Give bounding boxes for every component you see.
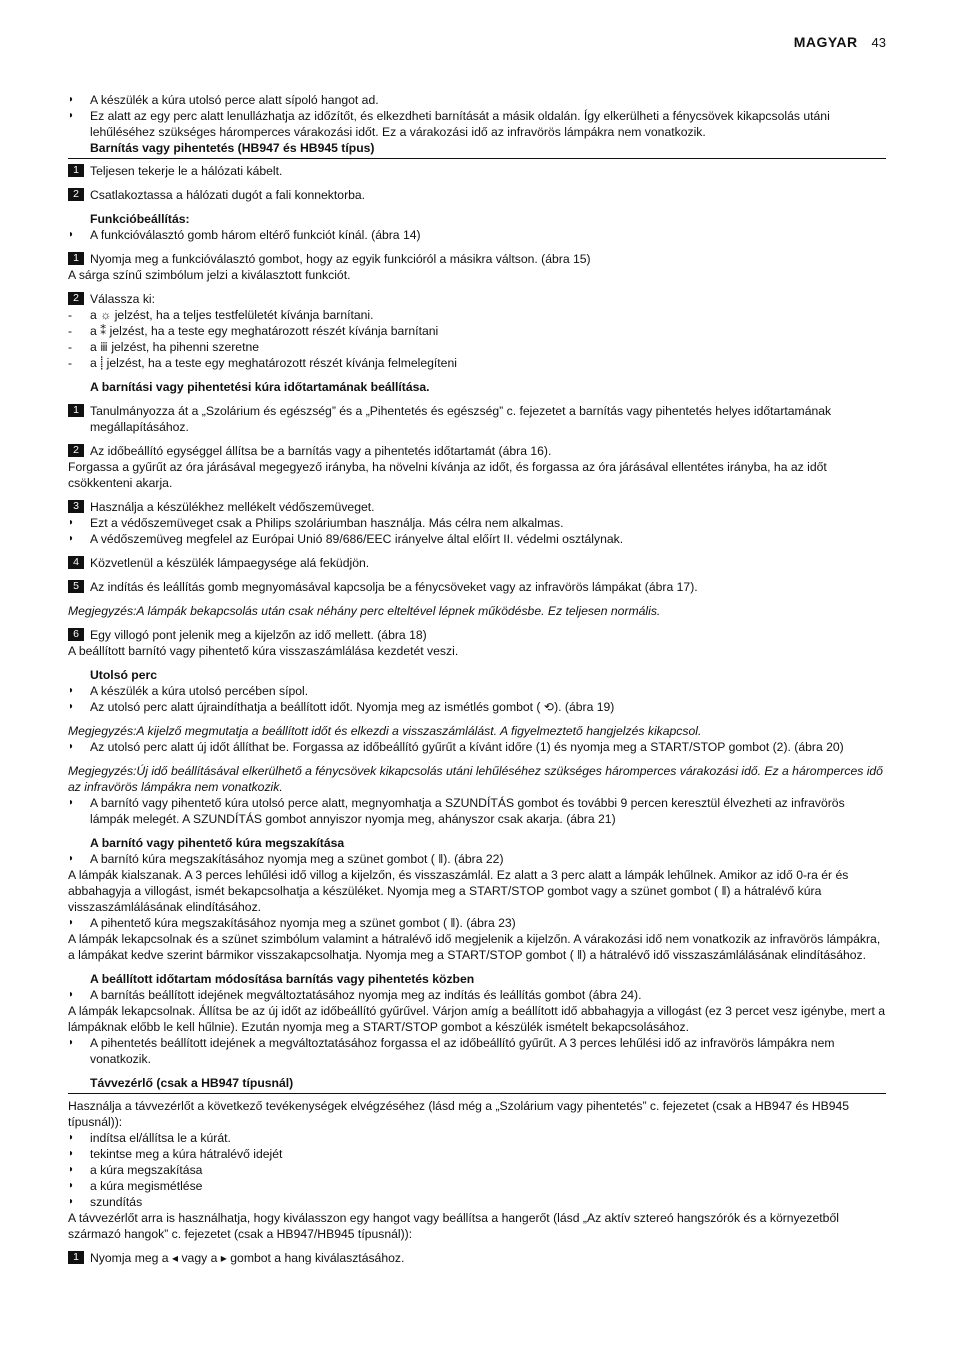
section-heading: A beállított időtartam módosítása barnítás vagy pihentetés közben bbox=[90, 972, 475, 986]
section-heading: A barnító vagy pihentető kúra megszakítása bbox=[90, 836, 345, 850]
spacer bbox=[68, 571, 886, 579]
step-number-badge: 1 bbox=[68, 1251, 84, 1264]
numbered-step bbox=[68, 403, 886, 435]
section-heading: A barnítási vagy pihentetési kúra időtartamának beállítása. bbox=[90, 380, 430, 394]
bullet-item: ◗ Az utolsó perc alatt új időt állíthat be. Forgassa az időbeállító gyűrűt a kívánt időre (1) és nyomja meg a START/STOP gombot (2). (ábra 20) bbox=[68, 739, 886, 755]
spacer bbox=[68, 755, 886, 763]
spacer bbox=[68, 243, 886, 251]
section-heading: Funkcióbeállítás: bbox=[90, 212, 190, 226]
spacer bbox=[68, 715, 886, 723]
section-heading: Barnítás vagy pihentetés (HB947 és HB945 típus) bbox=[68, 140, 886, 159]
step-number-badge: 3 bbox=[68, 500, 84, 513]
step-number-badge: 1 bbox=[68, 164, 84, 177]
spacer bbox=[68, 659, 886, 667]
numbered-step bbox=[68, 187, 886, 203]
bullet-item: ◗ A barnító kúra megszakításához nyomja meg a szünet gombot ( ǁ). (ábra 22) bbox=[68, 851, 886, 867]
numbered-step bbox=[68, 627, 886, 643]
numbered-step bbox=[68, 1250, 886, 1266]
bullet-item: ◗ a kúra megszakítása bbox=[68, 1162, 886, 1178]
body-text: A távvezérlőt arra is használhatja, hogy kiválasszon egy hangot vagy beállítsa a hangerőt (lásd „Az aktív sztereó hangszórók és a környezetből származó hangok” c. fejezetet (csak a HB947/HB945 típusnál)): bbox=[68, 1211, 839, 1241]
step-number-badge: 2 bbox=[68, 188, 84, 201]
step-number-badge: 5 bbox=[68, 580, 84, 593]
spacer bbox=[68, 1242, 886, 1250]
page-header bbox=[794, 34, 886, 50]
spacer bbox=[68, 283, 886, 291]
numbered-step bbox=[68, 291, 886, 307]
bullet-item: ◗ a kúra megismétlése bbox=[68, 1178, 886, 1194]
spacer bbox=[68, 547, 886, 555]
step-number-badge: 4 bbox=[68, 556, 84, 569]
bullet-item: ◗ szundítás bbox=[68, 1194, 886, 1210]
numbered-step bbox=[68, 555, 886, 571]
spacer bbox=[68, 1067, 886, 1075]
step-text: Az indítás és leállítás gomb megnyomásával kapcsolja be a fénycsöveket vagy az infravörös lámpákat (ábra 17). bbox=[90, 580, 698, 594]
note-text: Megjegyzés:A kijelző megmutatja a beállított időt és elkezdi a visszaszámlálást. A figyelmeztető hangjelzés kikapcsol. bbox=[68, 724, 702, 738]
body-text: A lámpák kialszanak. A 3 perces lehűlési idő villog a kijelzőn, és visszaszámlál. Ez alatt a 3 perc alatt a lámpák lehűlnek. Amikor az idő 0-ra ér és abbahagyja a villogást, ismét bekapcsolhatja a készüléket. Nyomja meg a START/STOP gombot vagy a szünet gombot ( ǁ) a hátralévő kúra visszaszámlálásának elindításához. bbox=[68, 868, 849, 914]
spacer bbox=[68, 435, 886, 443]
numbered-step bbox=[68, 251, 886, 267]
note-text: Megjegyzés:A lámpák bekapcsolás után csak néhány perc elteltével lépnek működésbe. Ez teljesen normális. bbox=[68, 604, 661, 618]
step-number-badge: 2 bbox=[68, 444, 84, 457]
step-number-badge: 1 bbox=[68, 404, 84, 417]
bullet-item: ◗ A védőszemüveg megfelel az Európai Unió 89/686/EEC irányelve által előírt II. védelmi osztálynak. bbox=[68, 531, 886, 547]
step-text: Válassza ki: bbox=[90, 292, 156, 306]
page-number: 43 bbox=[871, 35, 886, 50]
dash-item: - a ⁑ jelzést, ha a teste egy meghatározott részét kívánja barnítani bbox=[68, 323, 886, 339]
bullet-item: ◗ tekintse meg a kúra hátralévő idejét bbox=[68, 1146, 886, 1162]
dash-item: - a ⸽ jelzést, ha a teste egy meghatározott részét kívánja felmelegíteni bbox=[68, 355, 886, 371]
spacer bbox=[68, 371, 886, 379]
body-text: Forgassa a gyűrűt az óra járásával megegyező irányba, ha növelni kívánja az időt, és forgassa az óra járásával ellentétes irányba, ha az időt csökkenteni akarja. bbox=[68, 460, 827, 490]
bullet-item: ◗ A pihentető kúra megszakításához nyomja meg a szünet gombot ( ǁ). (ábra 23) bbox=[68, 915, 886, 931]
dash-item: - a ⅲ jelzést, ha pihenni szeretne bbox=[68, 339, 886, 355]
manual-body bbox=[68, 92, 886, 1266]
bullet-item: ◗ indítsa el/állítsa le a kúrát. bbox=[68, 1130, 886, 1146]
section-heading: Távvezérlő (csak a HB947 típusnál) bbox=[68, 1075, 886, 1094]
step-text: Használja a készülékhez mellékelt védőszemüveget. bbox=[90, 500, 375, 514]
spacer bbox=[68, 395, 886, 403]
bullet-item: ◗ A barnítás beállított idejének megváltoztatásához nyomja meg az indítás és leállítás gombot (ábra 24). bbox=[68, 987, 886, 1003]
spacer bbox=[68, 491, 886, 499]
note-text: Megjegyzés:Új idő beállításával elkerülhető a fénycsövek kikapcsolás utáni lehűléséhez szükséges háromperces várakozási idő. Ez a háromperces idő az infravörös lámpákra nem vonatkozik. bbox=[68, 764, 883, 794]
body-text: Használja a távvezérlőt a következő tevékenységek elvégzéséhez (lásd még a „Szolárium vagy pihentetés” c. fejezetet (csak a HB947 és HB945 típusnál)): bbox=[68, 1099, 850, 1129]
body-text: A lámpák lekapcsolnak. Állítsa be az új időt az időbeállító gyűrűvel. Várjon amíg a beállított idő abbahagyja a villogást (ez 3 percet vesz igénybe, mert a lámpáknak előbb le kell hűlnie). Ezután nyomja meg a START/STOP gombot a készülék ismételt bekapcsolásához. bbox=[68, 1004, 886, 1034]
spacer bbox=[68, 179, 886, 187]
step-text: Nyomja meg a funkcióválasztó gombot, hogy az egyik funkcióról a másikra váltson. (ábra 15) bbox=[90, 252, 591, 266]
step-text: Csatlakoztassa a hálózati dugót a fali konnektorba. bbox=[90, 188, 366, 202]
spacer bbox=[68, 963, 886, 971]
step-text: Az időbeállító egységgel állítsa be a barnítás vagy a pihentetés időtartamát (ábra 16). bbox=[90, 444, 552, 458]
spacer bbox=[68, 595, 886, 603]
numbered-step bbox=[68, 579, 886, 595]
bullet-item: ◗ Ezt a védőszemüveget csak a Philips szoláriumban használja. Más célra nem alkalmas. bbox=[68, 515, 886, 531]
spacer bbox=[68, 619, 886, 627]
step-text: Tanulmányozza át a „Szolárium és egészség” és a „Pihentetés és egészség” c. fejezetet a barnítás vagy pihentetés helyes időtartamának megállapításához. bbox=[90, 404, 832, 434]
bullet-item: ◗ A funkcióválasztó gomb három eltérő funkciót kínál. (ábra 14) bbox=[68, 227, 886, 243]
spacer bbox=[68, 827, 886, 835]
step-text: Nyomja meg a ◂ vagy a ▸ gombot a hang kiválasztásához. bbox=[90, 1251, 405, 1265]
body-text: A lámpák lekapcsolnak és a szünet szimbólum valamint a hátralévő idő megjelenik a kijelzőn. A várakozási idő nem vonatkozik az infravörös lámpákra, a lámpákat kedve szerint bármikor visszakapcsolhatja. Nyomja meg a START/STOP gombot ( ǁ) a hátralévő idő visszaszámlálásának elindításához. bbox=[68, 932, 881, 962]
section-heading: Utolsó perc bbox=[90, 668, 158, 682]
bullet-item: ◗ Az utolsó perc alatt újraindíthatja a beállított időt. Nyomja meg az ismétlés gombot ( ⟲). (ábra 19) bbox=[68, 699, 886, 715]
spacer bbox=[68, 203, 886, 211]
bullet-item: ◗ Ez alatt az egy perc alatt lenullázhatja az időzítőt, és elkezdheti barnítását a másik oldalán. Így elkerülheti a fénycsövek kikapcsolás utáni lehűléséhez szükséges háromperces várakozási időt. Ez a várakozási idő az infravörös lámpákra nem vonatkozik. bbox=[68, 108, 886, 140]
bullet-item: ◗ A barnító vagy pihentető kúra utolsó perce alatt, megnyomhatja a SZUNDÍTÁS gombot és további 9 percen keresztül élvezheti az infravörös lámpák melegét. A SZUNDÍTÁS gombot annyiszor nyomja meg, ahányszor csak akarja. (ábra 21) bbox=[68, 795, 886, 827]
step-text: Közvetlenül a készülék lámpaegysége alá feküdjön. bbox=[90, 556, 370, 570]
bullet-item: ◗ A készülék a kúra utolsó percében sípol. bbox=[68, 683, 886, 699]
step-number-badge: 1 bbox=[68, 252, 84, 265]
step-number-badge: 2 bbox=[68, 292, 84, 305]
bullet-item: ◗ A készülék a kúra utolsó perce alatt sípoló hangot ad. bbox=[68, 92, 886, 108]
bullet-item: ◗ A pihentetés beállított idejének a megváltoztatásához forgassa el az időbeállító gyűrűt. A 3 perces lehűlési idő az infravörös lámpákra nem vonatkozik. bbox=[68, 1035, 886, 1067]
numbered-step bbox=[68, 443, 886, 459]
numbered-step bbox=[68, 163, 886, 179]
body-text: A beállított barnító vagy pihentető kúra visszaszámlálása kezdetét veszi. bbox=[68, 644, 459, 658]
language-label: MAGYAR bbox=[793, 34, 858, 50]
dash-item: - a ☼ jelzést, ha a teljes testfelületét kívánja barnítani. bbox=[68, 307, 886, 323]
body-text: A sárga színű szimbólum jelzi a kiválasztott funkciót. bbox=[68, 268, 351, 282]
step-text: Egy villogó pont jelenik meg a kijelzőn az idő mellett. (ábra 18) bbox=[90, 628, 427, 642]
step-text: Teljesen tekerje le a hálózati kábelt. bbox=[90, 164, 283, 178]
step-number-badge: 6 bbox=[68, 628, 84, 641]
numbered-step bbox=[68, 499, 886, 515]
